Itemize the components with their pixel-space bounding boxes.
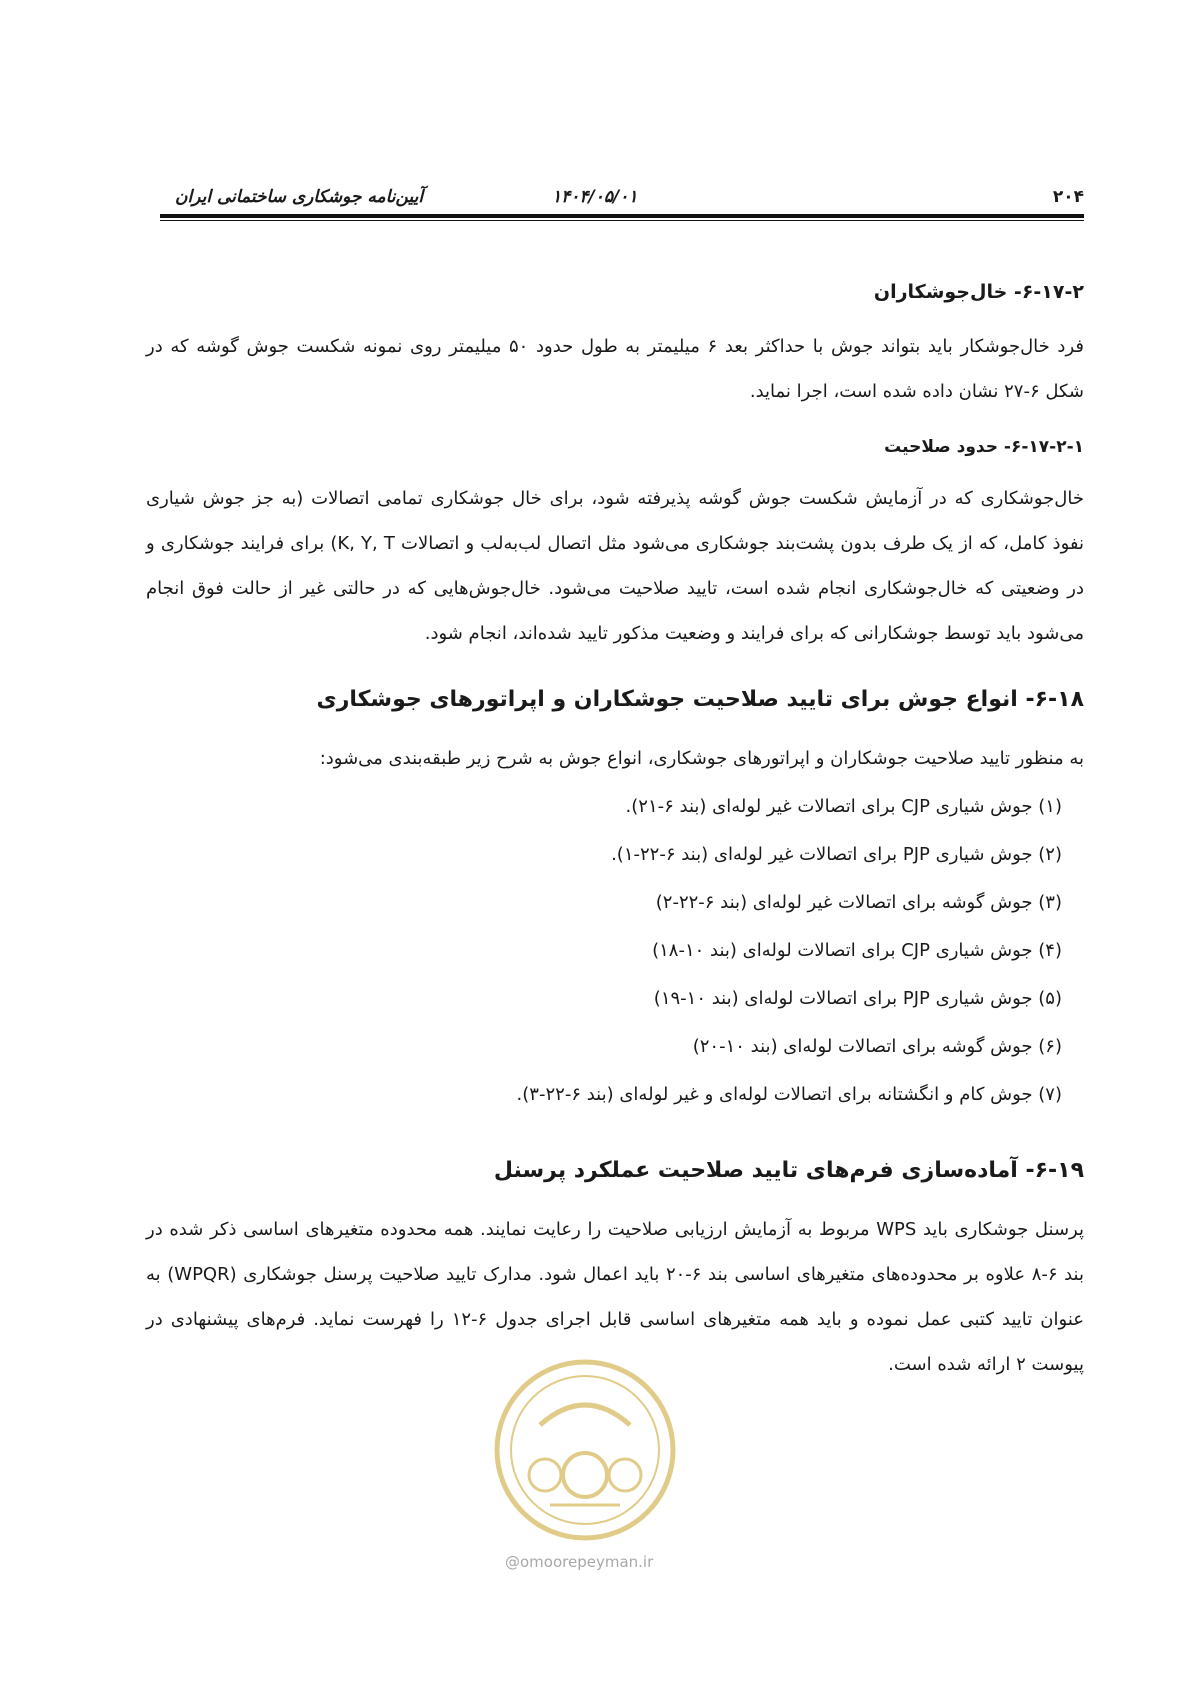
list-item: (۷) جوش کام و انگشتانه برای اتصالات لوله‌ای و غیر لوله‌ای (بند ۶-۲۲-۳). — [516, 1084, 1062, 1105]
list-item: (۵) جوش شیاری PJP برای اتصالات لوله‌ای (بند ۱۰-۱۹) — [653, 988, 1062, 1009]
weld-types-list — [146, 783, 1084, 1119]
list-item: (۶) جوش گوشه برای اتصالات لوله‌ای (بند ۱۰-۲۰) — [692, 1036, 1062, 1057]
list-item: (۲) جوش شیاری PJP برای اتصالات غیر لوله‌ای (بند ۶-۲۲-۱). — [611, 844, 1062, 865]
list-item: (۴) جوش شیاری CJP برای اتصالات لوله‌ای (بند ۱۰-۱۸) — [652, 940, 1062, 961]
section-heading-6-19: ۶-۱۹- آماده‌سازی فرم‌های تایید صلاحیت عملکرد پرسنل — [493, 1158, 1084, 1183]
header-rule-thin — [160, 220, 1084, 221]
list-item: (۱) جوش شیاری CJP برای اتصالات غیر لوله‌ای (بند ۶-۲۱). — [625, 796, 1062, 817]
header-date: ۱۴۰۴/۰۵/۰۱ — [552, 187, 638, 207]
paragraph-tack-welders: فرد خال‌جوشکار باید بتواند جوش با حداکثر بعد ۶ میلیمتر به طول حدود ۵۰ میلیمتر روی نمونه شکست جوش گوشه که در شکل ۶-۲۷ نشان داده شده است، اجرا نماید. — [146, 336, 1084, 402]
book-title: آیین‌نامه جوشکاری ساختمانی ایران — [175, 187, 424, 207]
section-heading-6-17-2: ۶-۱۷-۲- خال‌جوشکاران — [873, 281, 1084, 303]
page-body — [146, 278, 1084, 1387]
section-heading-6-18: ۶-۱۸- انواع جوش برای تایید صلاحیت جوشکاران و اپراتورهای جوشکاری — [316, 687, 1084, 712]
list-item: (۳) جوش گوشه برای اتصالات غیر لوله‌ای (بند ۶-۲۲-۲) — [655, 892, 1062, 913]
paragraph-qualification-limits: خال‌جوشکاری که در آزمایش شکست جوش گوشه پذیرفته شود، برای خال جوشکاری تمامی اتصالات (به جز جوش شیاری نفوذ کامل، که از یک طرف بدون پشت‌بند جوشکاری می‌شود مثل اتصال لب‌به‌لب و اتصالات K, Y, T) برای فرایند جوشکاری و در وضعیتی که خال‌جوشکاری انجام شده است، تایید صلاحیت می‌شود. خال‌جوش‌هایی که در حالتی غیر از حالت فوق انجام می‌شود باید توسط جوشکارانی که برای فرایند و وضعیت مذکور تایید شده‌اند، انجام شود. — [146, 488, 1084, 644]
page-number: ۲۰۴ — [1052, 187, 1084, 207]
watermark-seal-icon — [490, 1355, 680, 1545]
paragraph-personnel-forms: پرسنل جوشکاری باید WPS مربوط به آزمایش ارزیابی صلاحیت را رعایت نمایند. همه محدوده متغیرهای اساسی ذکر شده در بند ۶-۸ علاوه بر محدوده‌های متغیرهای اساسی بند ۶-۲۰ باید اعمال شود. مدارک تایید صلاحیت پرسنل جوشکاری (WPQR) به عنوان تایید کتبی عمل نموده و باید همه متغیرهای اساسی قابل اجرای جدول ۶-۱۲ را فهرست نماید. فرم‌های پیشنهادی در پیوست ۲ ارائه شده است. — [146, 1219, 1085, 1375]
section-heading-6-17-2-1: ۶-۱۷-۲-۱- حدود صلاحیت — [884, 437, 1084, 457]
header-rule-thick — [160, 214, 1084, 218]
watermark-text: @omoorepeyman.ir — [505, 1553, 654, 1571]
page-header — [160, 187, 1084, 215]
paragraph-weld-types-intro: به منظور تایید صلاحیت جوشکاران و اپراتورهای جوشکاری، انواع جوش به شرح زیر طبقه‌بندی می‌شود: — [319, 748, 1084, 769]
